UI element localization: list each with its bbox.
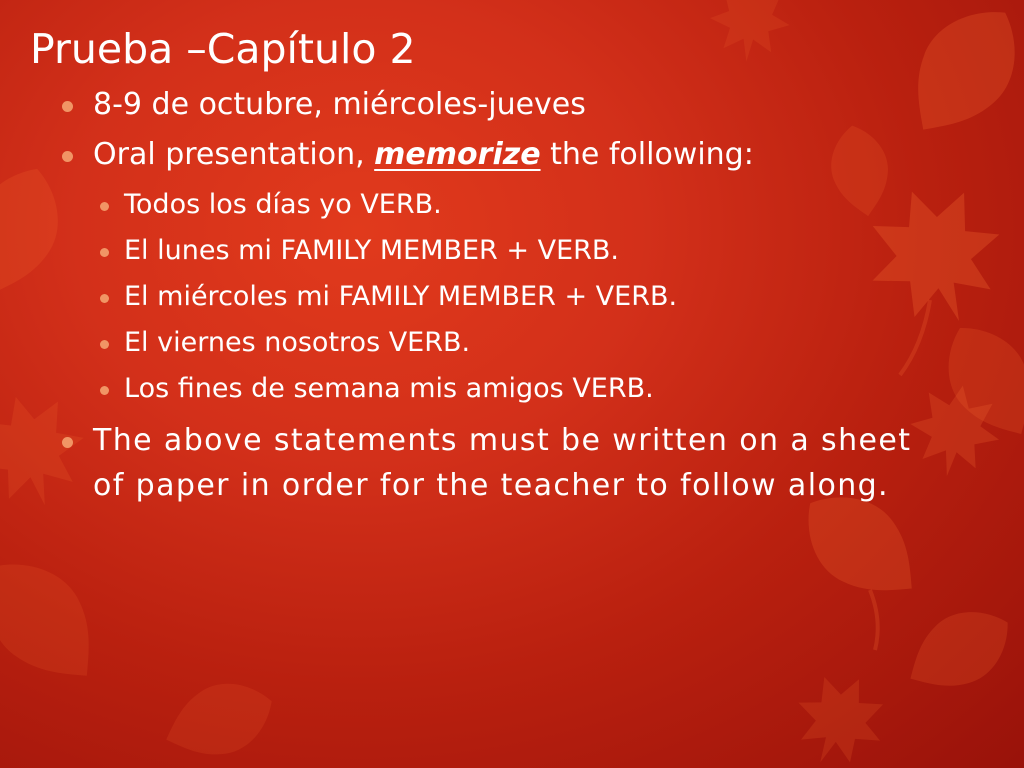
sub-bullet-dot-icon (100, 340, 109, 349)
sub-bullet-item (62, 274, 942, 320)
sub-bullet-dot-icon (100, 294, 109, 303)
sub-bullet-item (62, 366, 942, 412)
sub-bullet-item (62, 228, 942, 274)
sub-bullet-dot-icon (100, 202, 109, 211)
sub-bullet-text: Los fines de semana mis amigos VERB. (124, 373, 654, 404)
bullet-list (62, 82, 942, 513)
bullet-item-instructions (62, 418, 942, 508)
bullet-text: 8-9 de octubre, miércoles-jueves (93, 87, 586, 122)
sub-bullet-text: El miércoles mi FAMILY MEMBER + VERB. (124, 281, 678, 312)
sub-bullet-text: El lunes mi FAMILY MEMBER + VERB. (124, 235, 620, 266)
bullet-item-oral-presentation (62, 132, 942, 177)
leaf-stem-shape (870, 590, 878, 650)
bullet-dot-icon (62, 101, 73, 112)
sub-bullet-item (62, 320, 942, 366)
bullet-dot-icon (62, 437, 73, 448)
bullet-dot-icon (62, 151, 73, 162)
bullet-text-after: the following: (540, 137, 754, 172)
sub-bullet-text: Todos los días yo VERB. (124, 189, 442, 220)
slide-title: Prueba –Capítulo 2 (30, 25, 416, 73)
leaf-shape (0, 538, 120, 704)
emphasized-word: memorize (374, 137, 541, 172)
bullet-item-date (62, 82, 942, 127)
sub-bullet-item (62, 182, 942, 228)
maple-leaf-shape (707, 0, 794, 65)
bullet-text-before: Oral presentation, (93, 137, 375, 172)
sub-bullet-list (62, 182, 942, 412)
sub-bullet-dot-icon (100, 248, 109, 257)
leaf-shape (893, 593, 1024, 709)
sub-bullet-text: El viernes nosotros VERB. (124, 327, 471, 358)
sub-bullet-dot-icon (100, 386, 109, 395)
bullet-text: The above statements must be written on a sheet of paper in order for the teacher to follow along. (93, 423, 912, 503)
leaf-shape (154, 669, 283, 768)
maple-leaf-shape (779, 660, 899, 768)
